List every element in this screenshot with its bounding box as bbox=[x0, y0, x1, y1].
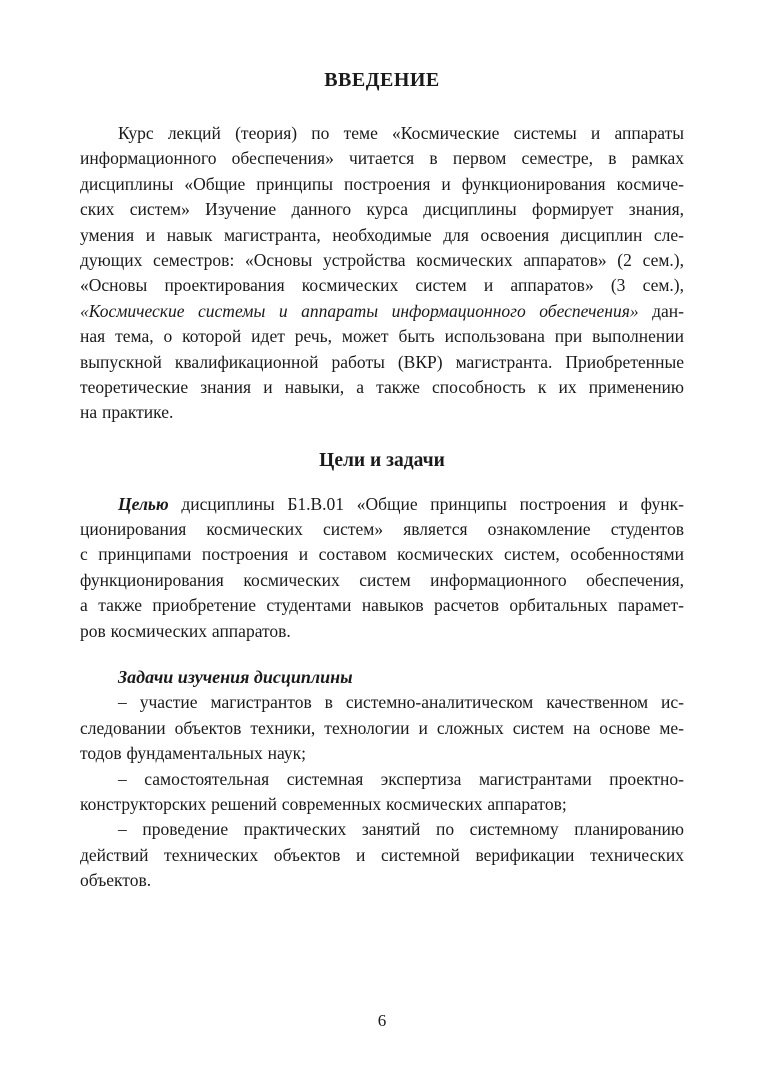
text-run: ВВЕДЕНИЕ bbox=[324, 69, 440, 91]
text-run: – участие магистрантов в системно-аналитическом качественном ис- bbox=[118, 692, 684, 713]
text-line bbox=[80, 792, 684, 817]
text-run: ционирования космических систем» является ознакомление студентов bbox=[80, 519, 684, 540]
text-run: умения и навык магистранта, необходимые для освоения дисциплин сле- bbox=[80, 224, 684, 245]
text-line bbox=[80, 517, 684, 542]
text-line bbox=[80, 817, 684, 842]
text-run: функционирования космических систем информационного обеспечения, bbox=[80, 569, 684, 590]
paragraph bbox=[80, 817, 684, 893]
text-run: дисциплины Б1.В.01 «Общие принципы построения и функ- bbox=[168, 493, 684, 514]
text-run: на практике. bbox=[80, 402, 174, 423]
text-line bbox=[80, 843, 684, 868]
text-line bbox=[80, 741, 684, 766]
text-line bbox=[80, 375, 684, 400]
text-line bbox=[80, 197, 684, 222]
text-line bbox=[80, 324, 684, 349]
text-line bbox=[80, 593, 684, 618]
text-line bbox=[80, 568, 684, 593]
section-heading bbox=[80, 447, 684, 475]
text-line bbox=[80, 690, 684, 715]
paragraph bbox=[80, 767, 684, 818]
document-title bbox=[80, 66, 684, 94]
text-run: а также приобретение студентами навыков расчетов орбитальных парамет- bbox=[80, 595, 684, 616]
text-run: Курс лекций (теория) по теме «Космические системы и аппараты bbox=[118, 123, 684, 143]
text-run: тодов фундаментальных наук; bbox=[80, 743, 306, 764]
text-run: Цели и задачи bbox=[319, 449, 445, 471]
text-run: ских систем» Изучение данного курса дисциплины формирует знания, bbox=[80, 199, 684, 220]
text-run: выпускной квалификационной работы (ВКР) магистранта. Приобретенные bbox=[80, 351, 684, 372]
text-line bbox=[80, 223, 684, 248]
text-run: конструкторских решений современных космических аппаратов; bbox=[80, 794, 567, 814]
text-run: следовании объектов техники, технологии и сложных систем на основе ме- bbox=[80, 717, 684, 738]
paragraph bbox=[80, 121, 684, 426]
text-line bbox=[80, 350, 684, 375]
text-line bbox=[80, 121, 684, 146]
paragraph bbox=[80, 690, 684, 766]
text-run: «Космические системы и аппараты информационного обеспечения» bbox=[80, 300, 639, 321]
paragraph bbox=[80, 492, 684, 644]
text-run: объектов. bbox=[80, 870, 152, 891]
subsection-heading bbox=[80, 665, 684, 690]
text-run: дисциплины «Общие принципы построения и функционирования космиче- bbox=[80, 173, 684, 194]
text-line bbox=[80, 248, 684, 273]
text-line bbox=[80, 273, 684, 298]
text-run: информационного обеспечения» читается в первом семестре, в рамках bbox=[80, 148, 684, 169]
text-line bbox=[80, 716, 684, 741]
text-line bbox=[80, 492, 684, 517]
document-body bbox=[80, 66, 684, 894]
text-run: ная тема, о которой идет речь, может быть использована при выполнении bbox=[80, 326, 684, 347]
text-run: теоретические знания и навыки, а также способность к их применению bbox=[80, 376, 684, 397]
text-line bbox=[80, 542, 684, 567]
text-run: дующих семестров: «Основы устройства космических аппаратов» (2 сем.), bbox=[80, 249, 684, 270]
text-run: действий технических объектов и системной верификации технических bbox=[80, 844, 684, 865]
text-line bbox=[80, 299, 684, 324]
text-run: – проведение практических занятий по системному планированию bbox=[118, 819, 684, 840]
text-run: дан- bbox=[638, 300, 684, 321]
text-line bbox=[80, 619, 684, 644]
text-line bbox=[80, 400, 684, 425]
text-run: с принципами построения и составом космических систем, особенностями bbox=[80, 544, 684, 565]
text-run: Задачи изучения дисциплины bbox=[118, 667, 353, 688]
text-line bbox=[80, 868, 684, 893]
text-line bbox=[80, 767, 684, 792]
text-run: Целью bbox=[118, 493, 169, 514]
text-run: «Основы проектирования космических систем и аппаратов» (3 сем.), bbox=[80, 275, 684, 296]
text-run: ров космических аппаратов. bbox=[80, 620, 291, 641]
page-number: 6 bbox=[377, 1011, 387, 1030]
text-run: – самостоятельная системная экспертиза магистрантами проектно- bbox=[118, 768, 684, 789]
text-line bbox=[80, 172, 684, 197]
text-line bbox=[80, 146, 684, 171]
